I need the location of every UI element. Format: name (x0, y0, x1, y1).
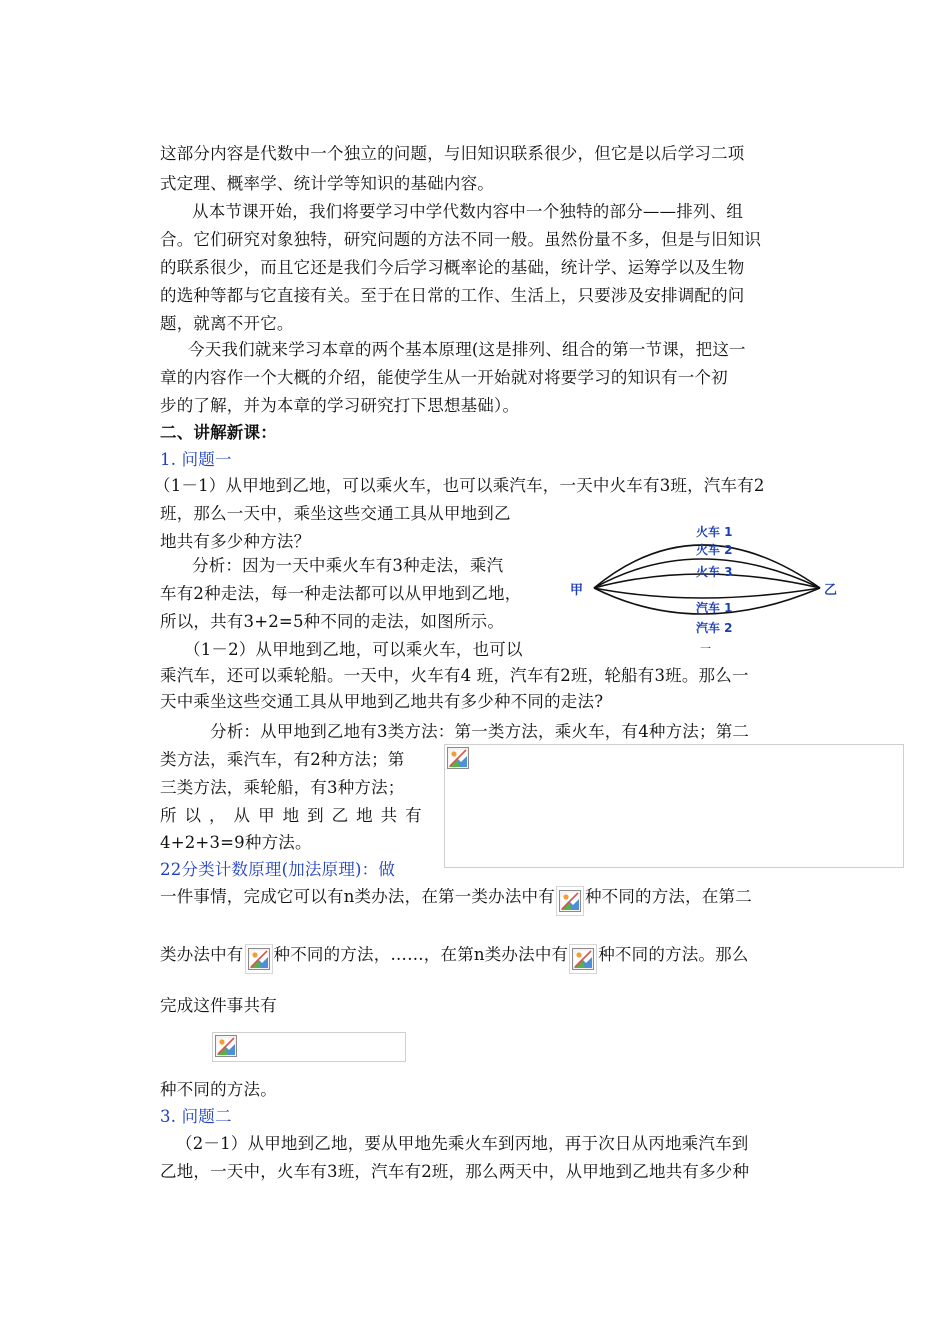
route-label-bus-1: 汽车 1 (696, 601, 733, 615)
analysis2-line-2: 类方法，乘汽车，有2种方法；第 (160, 750, 405, 769)
principle-line-3: 类办法中有 种不同的方法，……，在第n类办法中有 种不同的方法。那么 (160, 944, 749, 974)
diagram-tick-mark: 一 (700, 642, 711, 654)
q1-2-line-3: 天中乘坐这些交通工具从甲地到乙地共有多少种不同的走法? (160, 692, 604, 711)
analysis2-line-4: 所 以 ， 从 甲 地 到 乙 地 共 有 (160, 806, 422, 825)
question1-title: 1. 问题一 (160, 450, 232, 469)
formula-image-m1 (556, 886, 584, 916)
analysis2-line-1: 分析：从甲地到乙地有3类方法：第一类方法，乘火车，有4种方法；第二 (210, 722, 750, 741)
question2-title: 3. 问题二 (160, 1107, 232, 1126)
principle-line-5: 种不同的方法。 (160, 1080, 277, 1099)
broken-image-icon (248, 948, 270, 970)
intro-line-1: 这部分内容是代数中一个独立的问题，与旧知识联系很少，但它是以后学习二项 (160, 144, 745, 163)
formula-image-m2 (245, 944, 273, 974)
q1-1-line-3: 地共有多少种方法？ (160, 532, 311, 551)
para3-line-3: 步的了解，并为本章的学习研究打下思想基础）。 (160, 396, 520, 415)
analysis1-line-3: 所以，共有3+2=5种不同的走法，如图所示。 (160, 612, 505, 631)
q1-1-line-1: （1－1）从甲地到乙地，可以乘火车，也可以乘汽车，一天中火车有3班，汽车有2 (154, 476, 765, 495)
q1-2-line-1: （1－2）从甲地到乙地，可以乘火车，也可以 (184, 640, 523, 659)
para3-line-2: 章的内容作一个大概的介绍，能使学生从一开始就对将要学习的知识有一个初 (160, 368, 728, 387)
section-heading: 二、讲解新课： (160, 423, 277, 442)
route-curve-bus-1 (594, 588, 820, 598)
route-label-train-3: 火车 3 (696, 565, 733, 579)
route-label-train-1: 火车 1 (696, 525, 733, 539)
analysis1-line-1: 分析：因为一天中乘火车有3种走法，乘汽 (192, 556, 504, 575)
para2-line-4: 的选种等都与它直接有关。至于在日常的工作、生活上，只要涉及安排调配的问 (160, 286, 745, 305)
analysis2-line-5: 4+2+3=9种方法。 (160, 833, 312, 852)
broken-image-placeholder (444, 744, 904, 868)
start-point-label: 甲 (570, 583, 584, 598)
para2-line-1: 从本节课开始，我们将要学习中学代数内容中一个独特的部分——排列、组 (192, 202, 744, 221)
q2-1-line-2: 乙地，一天中，火车有3班，汽车有2班，那么两天中，从甲地到乙地共有多少种 (160, 1162, 750, 1181)
principle-title: 22分类计数原理(加法原理)：做 (160, 860, 396, 879)
para2-line-2: 合。它们研究对象独特，研究问题的方法不同一般。虽然份量不多，但是与旧知识 (160, 230, 762, 249)
q2-1-line-1: （2－1）从甲地到乙地，要从甲地先乘火车到丙地，再于次日从丙地乘汽车到 (176, 1134, 749, 1153)
para3-line-1: 今天我们就来学习本章的两个基本原理(这是排列、组合的第一节课，把这一 (188, 340, 746, 359)
broken-image-icon (447, 747, 469, 769)
intro-line-2: 式定理、概率学、统计学等知识的基础内容。 (160, 174, 494, 193)
q1-2-line-2: 乘汽车，还可以乘轮船。一天中，火车有4 班，汽车有2班，轮船有3班。那么一 (160, 666, 749, 685)
broken-image-icon (215, 1035, 237, 1057)
route-label-bus-2: 汽车 2 (696, 621, 733, 635)
broken-image-icon (559, 890, 581, 912)
analysis1-line-2: 车有2种走法，每一种走法都可以从甲地到乙地， (160, 584, 522, 603)
q1-1-line-2: 班，那么一天中，乘坐这些交通工具从甲地到乙 (160, 504, 511, 523)
para2-line-3: 的联系很少，而且它还是我们今后学习概率论的基础，统计学、运筹学以及生物 (160, 258, 745, 277)
para2-line-5: 题，就离不开它。 (160, 314, 294, 333)
route-label-train-2: 火车 2 (696, 543, 733, 557)
route-diagram (568, 512, 840, 654)
broken-image-icon (572, 948, 594, 970)
end-point-label: 乙 (824, 583, 838, 598)
formula-image-mn (569, 944, 597, 974)
formula-image-sum (212, 1032, 406, 1062)
analysis2-line-3: 三类方法，乘轮船，有3种方法； (160, 778, 405, 797)
principle-line-4: 完成这件事共有 (160, 996, 277, 1015)
principle-line-2: 一件事情，完成它可以有n类办法，在第一类办法中有 种不同的方法，在第二 (160, 886, 752, 916)
